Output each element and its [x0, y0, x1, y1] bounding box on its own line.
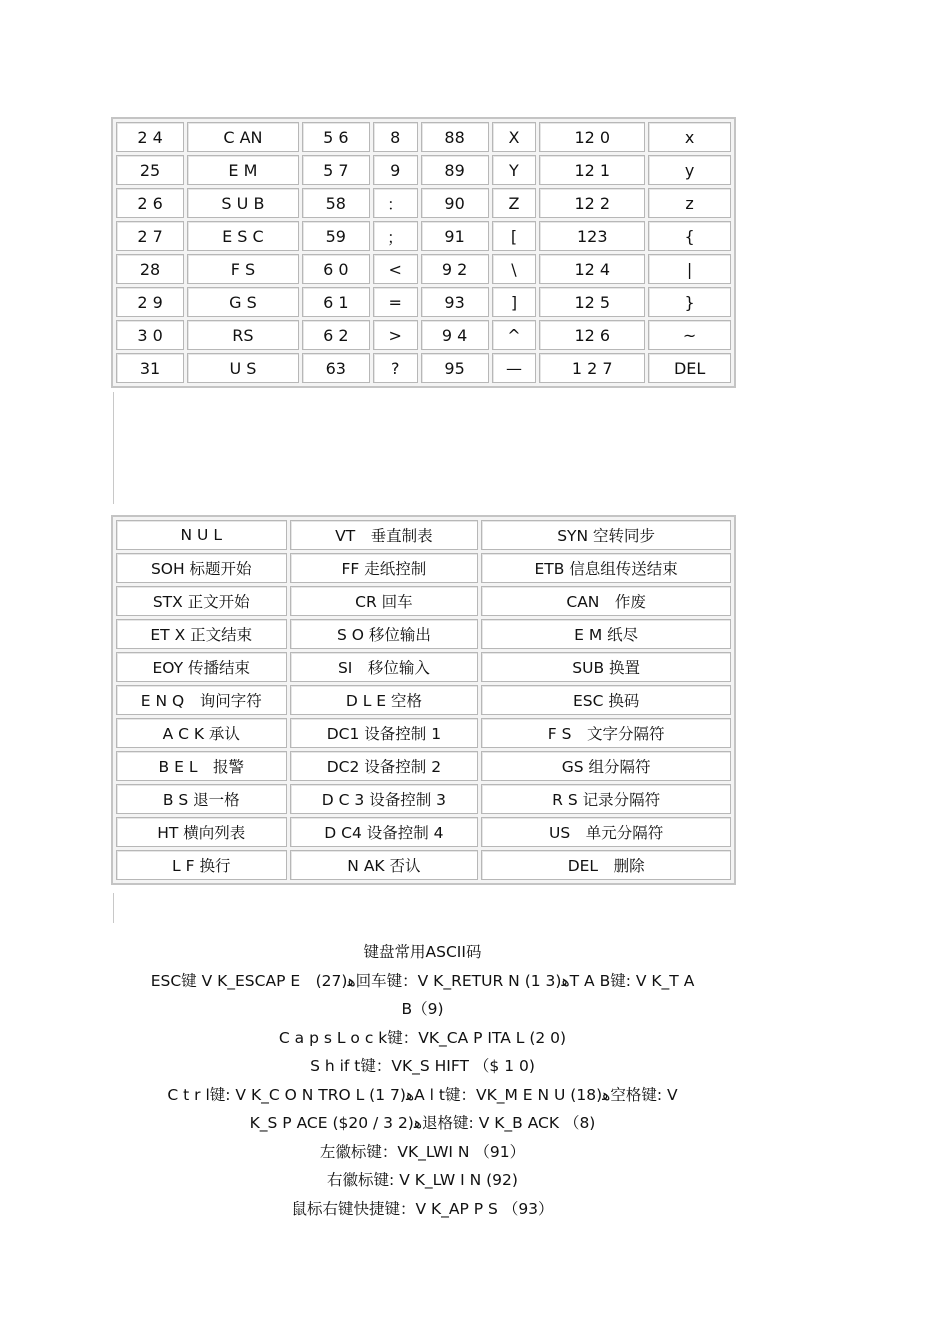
table-row: [116, 188, 731, 218]
table-row: [116, 221, 731, 251]
table-cell: F S: [187, 254, 299, 284]
ascii-code-table-body: [116, 122, 731, 383]
notes-line: 右徽标键: V K_LW I N (92): [327, 1171, 518, 1189]
table-cell: CR 回车: [290, 586, 479, 616]
table-cell: D L E 空格: [290, 685, 479, 715]
table-cell: y: [648, 155, 731, 185]
table-row: [116, 817, 731, 847]
table-row: [116, 685, 731, 715]
table-cell: 93: [421, 287, 489, 317]
table-cell: 2 9: [116, 287, 184, 317]
table-cell: x: [648, 122, 731, 152]
table-cell: 8: [373, 122, 418, 152]
table-cell: 12 2: [539, 188, 645, 218]
table-row: [116, 784, 731, 814]
table-cell: 12 6: [539, 320, 645, 350]
table-cell: E N Q 询问字符: [116, 685, 287, 715]
table-cell: FF 走纸控制: [290, 553, 479, 583]
table-cell: C AN: [187, 122, 299, 152]
notes-line: K_S P ACE ($20 / 3 2)ﻫ退格键: V K_B ACK （8): [249, 1114, 596, 1132]
table-cell: ；: [373, 221, 418, 251]
notes-line: C a p s L o c k键：VK_CA P ITA L (2 0): [278, 1028, 567, 1047]
notes-line: 左徽标键：VK_LWI N （91）: [319, 1142, 526, 1161]
table-cell: 9 2: [421, 254, 489, 284]
table-cell: 12 5: [539, 287, 645, 317]
table-cell: 63: [302, 353, 370, 383]
table-row: [116, 586, 731, 616]
table-cell: 2 6: [116, 188, 184, 218]
table-cell: =: [373, 287, 418, 317]
table-row: [116, 619, 731, 649]
table-cell: D C 3 设备控制 3: [290, 784, 479, 814]
table-cell: ：: [373, 188, 418, 218]
control-character-table-body: [116, 520, 731, 880]
table-cell: DEL 删除: [481, 850, 731, 880]
table-cell: 59: [302, 221, 370, 251]
table1-tail-rule: [113, 392, 114, 504]
table-cell: 5 7: [302, 155, 370, 185]
table-cell: 95: [421, 353, 489, 383]
table-row: [116, 751, 731, 781]
table-cell: z: [648, 188, 731, 218]
table-cell: >: [373, 320, 418, 350]
table-row: [116, 718, 731, 748]
table-cell: SI 移位输入: [290, 652, 479, 682]
table-cell: 90: [421, 188, 489, 218]
table-cell: 28: [116, 254, 184, 284]
table-cell: SYN 空转同步: [481, 520, 731, 550]
table-cell: 9: [373, 155, 418, 185]
table-cell: A C K 承认: [116, 718, 287, 748]
table-cell: \: [492, 254, 537, 284]
table-row: [116, 353, 731, 383]
table-cell: EOY 传播结束: [116, 652, 287, 682]
table-cell: 58: [302, 188, 370, 218]
table-cell: CAN 作废: [481, 586, 731, 616]
table-cell: R S 记录分隔符: [481, 784, 731, 814]
table-cell: ETB 信息组传送结束: [481, 553, 731, 583]
table-row: [116, 254, 731, 284]
table-cell: 9 4: [421, 320, 489, 350]
table-cell: 2 7: [116, 221, 184, 251]
notes-line: B（9): [401, 1000, 444, 1018]
table-cell: SOH 标题开始: [116, 553, 287, 583]
table-cell: Y: [492, 155, 537, 185]
table-cell: ESC 换码: [481, 685, 731, 715]
table-cell: S O 移位输出: [290, 619, 479, 649]
table-cell: SUB 换置: [481, 652, 731, 682]
table-cell: B E L 报警: [116, 751, 287, 781]
table-cell: }: [648, 287, 731, 317]
table-cell: 31: [116, 353, 184, 383]
table-cell: —: [492, 353, 537, 383]
table-cell: {: [648, 221, 731, 251]
table-cell: X: [492, 122, 537, 152]
table-cell: 12 0: [539, 122, 645, 152]
table-cell: 12 1: [539, 155, 645, 185]
table-cell: DEL: [648, 353, 731, 383]
table-cell: 1 2 7: [539, 353, 645, 383]
notes-title: 键盘常用ASCII码: [363, 943, 482, 961]
table-cell: US 单元分隔符: [481, 817, 731, 847]
table-row: [116, 122, 731, 152]
table-row: [116, 553, 731, 583]
table-cell: 25: [116, 155, 184, 185]
table-cell: |: [648, 254, 731, 284]
table-cell: 6 2: [302, 320, 370, 350]
table-cell: STX 正文开始: [116, 586, 287, 616]
table-cell: 6 1: [302, 287, 370, 317]
table-cell: GS 组分隔符: [481, 751, 731, 781]
table-cell: <: [373, 254, 418, 284]
table-cell: E M 纸尽: [481, 619, 731, 649]
table-cell: 5 6: [302, 122, 370, 152]
table-cell: HT 横向列表: [116, 817, 287, 847]
table-cell: DC1 设备控制 1: [290, 718, 479, 748]
table-cell: ^: [492, 320, 537, 350]
table-cell: 12 4: [539, 254, 645, 284]
table-cell: G S: [187, 287, 299, 317]
control-character-table: [111, 515, 736, 885]
notes-line: ESC键 V K_ESCAP E (27)ﻫ回车键：V K_RETUR N (1 3)ﻫT A B键: V K_T A: [150, 971, 695, 990]
table-row: [116, 320, 731, 350]
table-cell: E S C: [187, 221, 299, 251]
table-cell: 3 0: [116, 320, 184, 350]
table-cell: ?: [373, 353, 418, 383]
table-cell: ~: [648, 320, 731, 350]
table-cell: 123: [539, 221, 645, 251]
table-row: [116, 520, 731, 550]
table-row: [116, 155, 731, 185]
table-cell: N AK 否认: [290, 850, 479, 880]
table-cell: L F 换行: [116, 850, 287, 880]
table-row: [116, 652, 731, 682]
table-row: [116, 287, 731, 317]
keyboard-ascii-notes: [110, 938, 735, 1223]
table-cell: VT 垂直制表: [290, 520, 479, 550]
table2-tail-rule: [113, 893, 114, 923]
ascii-code-table: [111, 117, 736, 388]
table-cell: U S: [187, 353, 299, 383]
table-cell: 91: [421, 221, 489, 251]
table-cell: ]: [492, 287, 537, 317]
table-cell: 88: [421, 122, 489, 152]
table-cell: N U L: [116, 520, 287, 550]
table-cell: D C4 设备控制 4: [290, 817, 479, 847]
table-cell: RS: [187, 320, 299, 350]
table-cell: 2 4: [116, 122, 184, 152]
table-cell: S U B: [187, 188, 299, 218]
table-row: [116, 850, 731, 880]
notes-line: 鼠标右键快捷键：V K_AP P S （93）: [291, 1199, 554, 1218]
table-cell: DC2 设备控制 2: [290, 751, 479, 781]
table-cell: ET X 正文结束: [116, 619, 287, 649]
table-cell: [: [492, 221, 537, 251]
notes-line: C t r l键: V K_C O N TRO L (1 7)ﻫA l t键：VK_M E N U (18)ﻫ空格键: V: [167, 1085, 678, 1104]
table-cell: E M: [187, 155, 299, 185]
table-cell: 89: [421, 155, 489, 185]
table-cell: 6 0: [302, 254, 370, 284]
table-cell: Z: [492, 188, 537, 218]
notes-line: S h if t键：VK_S HIFT （$ 1 0): [310, 1057, 535, 1075]
table-cell: B S 退一格: [116, 784, 287, 814]
table-cell: F S 文字分隔符: [481, 718, 731, 748]
